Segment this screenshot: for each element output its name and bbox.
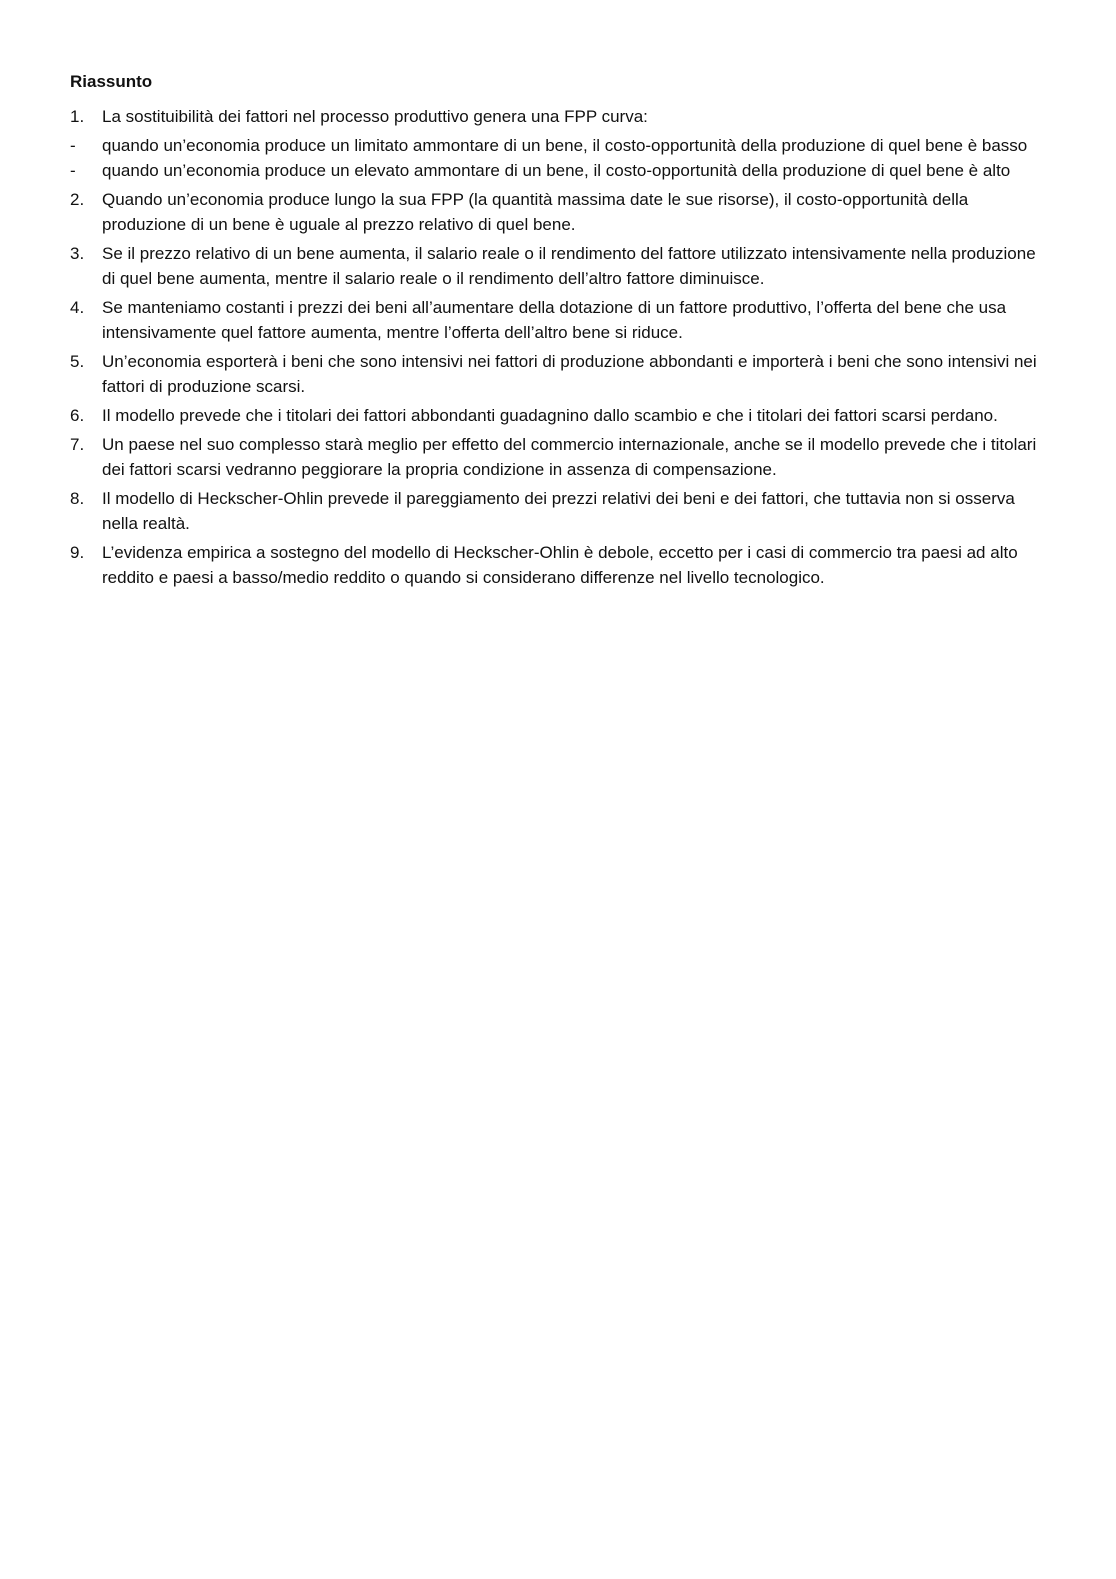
list-marker: 9. [70,543,85,562]
list-item [70,104,1046,129]
list-item-text: Quando un’economia produce lungo la sua FPP (la quantità massima date le sue risorse), il costo-opportunità della produzione di un bene è uguale al prezzo relativo di quel bene. [102,190,969,234]
list-item-text: Un’economia esporterà i beni che sono intensivi nei fattori di produzione abbondanti e importerà i beni che sono intensivi nei fattori di produzione scarsi. [102,352,1037,396]
list-item-text: L’evidenza empirica a sostegno del modello di Heckscher-Ohlin è debole, eccetto per i casi di commercio tra paesi ad alto reddito e paesi a basso/medio reddito o quando si considerano differenze nel livello tecnologico. [102,543,1018,587]
list-marker: 6. [70,406,85,425]
list-subitem [70,133,1046,158]
list-marker: 5. [70,352,85,371]
list-item-text: Il modello di Heckscher-Ohlin prevede il pareggiamento dei prezzi relativi dei beni e dei fattori, che tuttavia non si osserva nella realtà. [102,489,1015,533]
list-item-text: Se manteniamo costanti i prezzi dei beni all’aumentare della dotazione di un fattore produttivo, l’offerta del bene che usa intensivamente quel fattore aumenta, mentre l’offerta dell’altro bene si riduce. [102,298,1007,342]
list-item-text: Un paese nel suo complesso starà meglio per effetto del commercio internazionale, anche se il modello prevede che i titolari dei fattori scarsi vedranno peggiorare la propria condizione in assenza di compensazione. [102,435,1037,479]
list-marker: - [70,161,76,180]
list-item [70,403,1046,428]
list-item [70,486,1046,536]
list-marker: 3. [70,244,85,263]
list-item [70,187,1046,237]
list-marker: 7. [70,435,85,454]
list-marker: 2. [70,190,85,209]
list-item-text: Il modello prevede che i titolari dei fattori abbondanti guadagnino dallo scambio e che i titolari dei fattori scarsi perdano. [102,406,998,425]
list-item [70,241,1046,291]
list-item [70,295,1046,345]
list-marker: 4. [70,298,85,317]
list-marker: 1. [70,107,85,126]
list-item [70,432,1046,482]
section-title: Riassunto [70,72,153,91]
list-item-text: La sostituibilità dei fattori nel processo produttivo genera una FPP curva: [102,107,648,126]
list-marker: - [70,136,76,155]
list-item [70,349,1046,399]
list-item-text: Se il prezzo relativo di un bene aumenta, il salario reale o il rendimento del fattore utilizzato intensivamente nella produzione di quel bene aumenta, mentre il salario reale o il rendimento dell’altro fattore diminuisce. [102,244,1036,288]
list-marker: 8. [70,489,85,508]
list-item [70,540,1046,590]
list-subitem [70,158,1046,183]
list-item-text: quando un’economia produce un elevato ammontare di un bene, il costo-opportunità della produzione di quel bene è alto [102,161,1011,180]
list-item-text: quando un’economia produce un limitato ammontare di un bene, il costo-opportunità della produzione di quel bene è basso [102,136,1028,155]
summary-list [70,104,1046,590]
